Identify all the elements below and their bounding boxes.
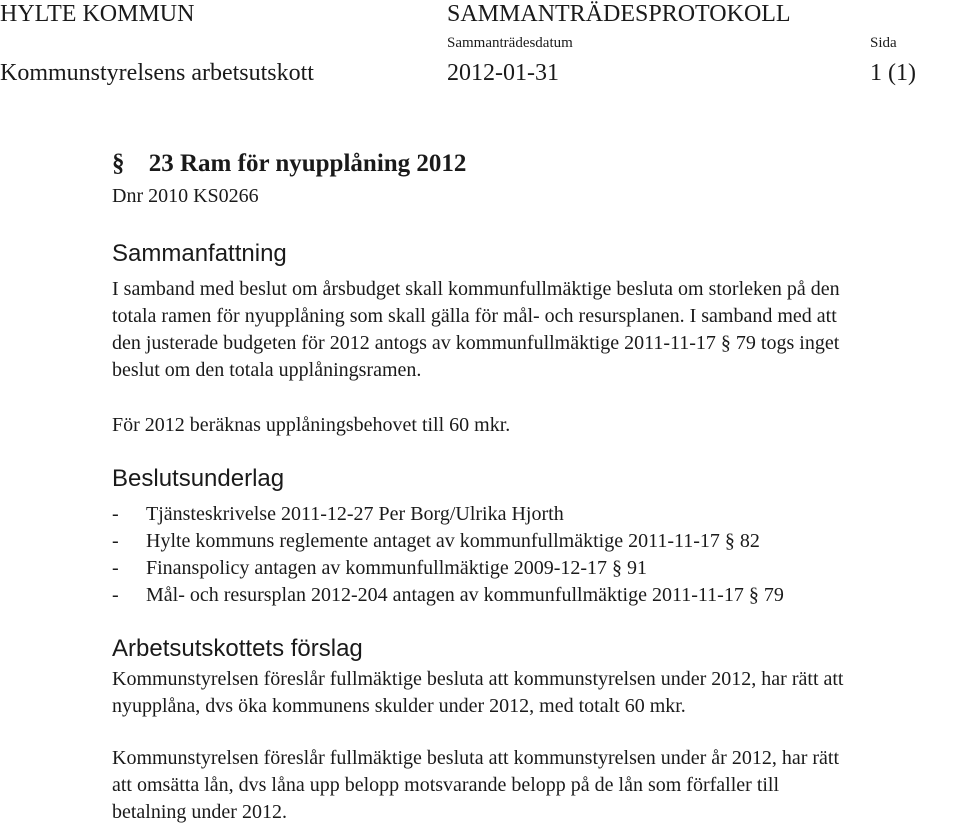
summary-text <box>112 276 960 384</box>
summary-note: För 2012 beräknas upplåningsbehovet till 60 mkr. <box>112 414 511 436</box>
basis-list-wrap <box>112 501 960 609</box>
meeting-date: 2012-01-31 <box>447 60 559 86</box>
dnr: Dnr 2010 KS0266 <box>112 185 259 207</box>
paragraph-heading: 23 Ram för nyupplåning 2012 <box>148 150 467 177</box>
list-dash: - <box>112 503 119 525</box>
list-dash: - <box>112 584 119 606</box>
proposal-line: Kommunstyrelsen föreslår fullmäktige besluta att kommunstyrelsen under år 2012, har rätt <box>112 747 840 769</box>
list-dash: - <box>112 530 119 552</box>
page-label: Sida <box>870 35 897 51</box>
proposal-paragraph-1 <box>112 666 960 720</box>
list-item <box>112 555 960 582</box>
section-symbol: § <box>112 150 125 177</box>
date-label: Sammanträdesdatum <box>447 35 573 51</box>
basis-heading: Beslutsunderlag <box>112 465 285 492</box>
list-item-text: Finanspolicy antagen av kommunfullmäktige 2009-12-17 § 91 <box>146 557 648 579</box>
proposal-heading: Arbetsutskottets förslag <box>112 635 363 662</box>
summary-line: I samband med beslut om årsbudget skall kommunfullmäktige besluta om storleken på den <box>112 278 840 300</box>
summary-line: beslut om den totala upplåningsramen. <box>112 359 422 381</box>
list-dash: - <box>112 557 119 579</box>
summary-heading: Sammanfattning <box>112 240 287 267</box>
list-item <box>112 501 960 528</box>
summary-line: totala ramen för nyupplåning som skall gälla för mål- och resursplanen. I samband med att <box>112 305 837 327</box>
org-name: HYLTE KOMMUN <box>0 1 195 27</box>
proposal-line: Kommunstyrelsen föreslår fullmäktige besluta att kommunstyrelsen under 2012, har rätt att <box>112 668 844 690</box>
committee-name: Kommunstyrelsens arbetsutskott <box>0 60 314 86</box>
basis-list <box>112 501 960 609</box>
page-number: 1 (1) <box>870 60 916 86</box>
list-item <box>112 528 960 555</box>
proposal-paragraph-2 <box>112 745 960 826</box>
summary-line: den justerade budgeten för 2012 antogs av kommunfullmäktige 2011-11-17 § 79 togs inget <box>112 332 840 354</box>
proposal-line: betalning under 2012. <box>112 801 287 823</box>
list-item-text: Tjänsteskrivelse 2011-12-27 Per Borg/Ulrika Hjorth <box>146 503 564 525</box>
list-item-text: Hylte kommuns reglemente antaget av kommunfullmäktige 2011-11-17 § 82 <box>146 530 760 552</box>
list-item-text: Mål- och resursplan 2012-204 antagen av kommunfullmäktige 2011-11-17 § 79 <box>146 584 784 606</box>
proposal-line: att omsätta lån, dvs låna upp belopp motsvarande belopp på de lån som förfaller till <box>112 774 780 796</box>
document-type: SAMMANTRÄDESPROTOKOLL <box>447 1 791 27</box>
paragraph-title <box>112 150 466 178</box>
list-item <box>112 582 960 609</box>
proposal-line: nyupplåna, dvs öka kommunens skulder under 2012, med totalt 60 mkr. <box>112 695 686 717</box>
